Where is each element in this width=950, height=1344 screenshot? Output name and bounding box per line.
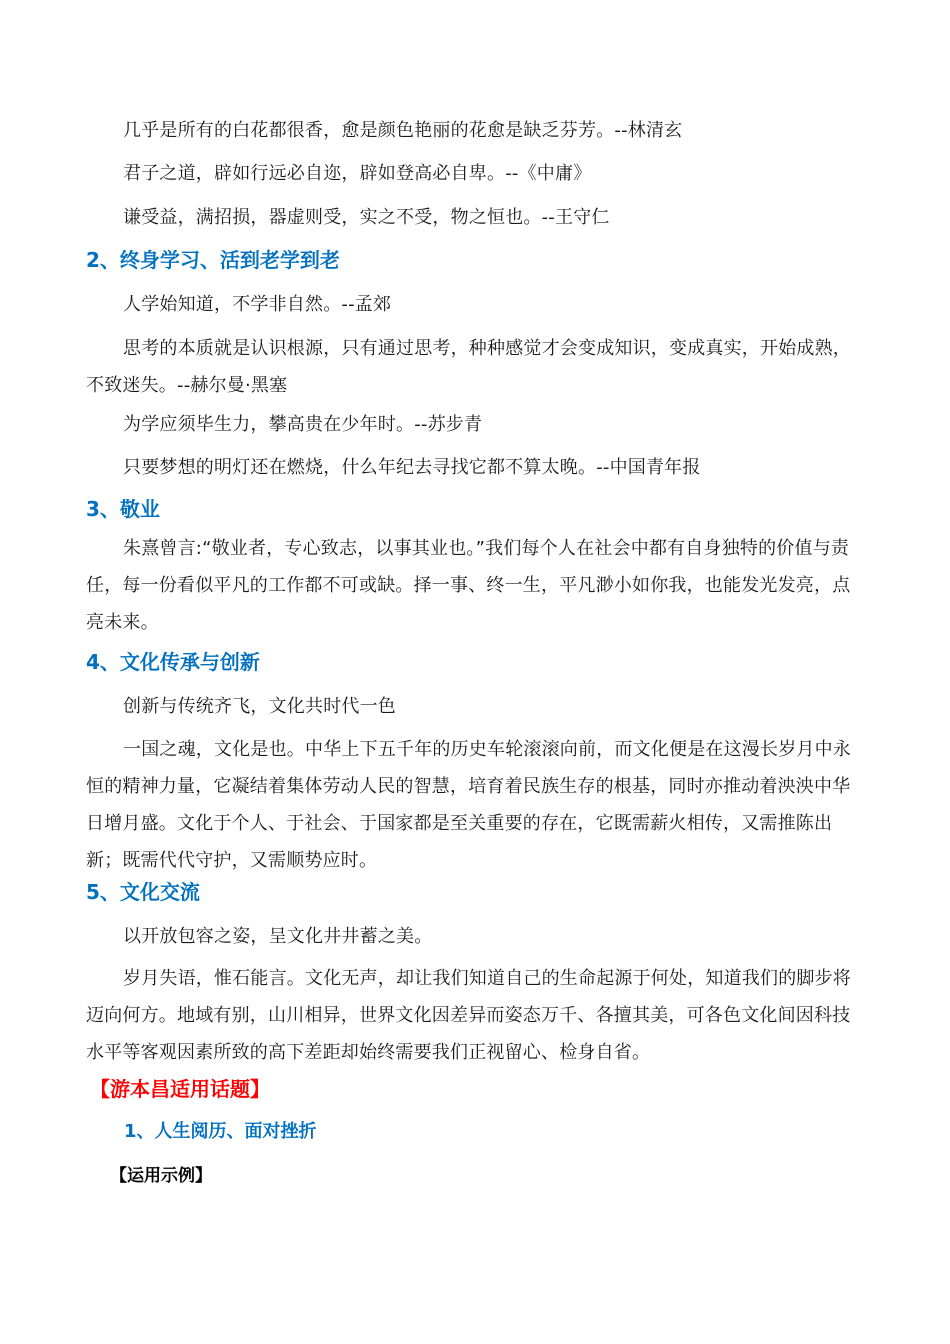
body-paragraph: 一国之魂，文化是也。中华上下五千年的历史车轮滚滚向前，而文化便是在这漫长岁月中永恒的精神力量，它凝结着集体劳动人民的智慧，培育着民族生存的根基，同时亦推动着泱泱中华日增月盛。文化于个人、于社会、于国家都是至关重要的存在，它既需薪火相传，又需推陈出新；既需代代守护，又需顺势应时。 [86, 739, 851, 871]
quote-paragraph: 君子之道，辟如行远必自迩，辟如登高必自卑。--《中庸》 [123, 163, 592, 184]
quote-paragraph: 只要梦想的明灯还在燃烧，什么年纪去寻找它都不算太晚。--中国青年报 [123, 457, 701, 478]
example-label: 【运用示例】 [110, 1166, 212, 1186]
body-paragraph: 岁月失语，惟石能言。文化无声，却让我们知道自己的生命起源于何处，知道我们的脚步将迈向何方。地域有别，山川相异，世界文化因差异而姿态万千、各擅其美，可各色文化间因科技水平等客观因素所致的高下差距却始终需要我们正视留心、检身自省。 [86, 968, 851, 1063]
section-heading-culture-exchange: 5、文化交流 [86, 880, 200, 904]
quote-paragraph: 谦受益，满招损，器虚则受，实之不受，物之恒也。--王守仁 [123, 207, 610, 228]
quote-paragraph: 思考的本质就是认识根源，只有通过思考，种种感觉才会变成知识，变成真实，开始成熟，不致迷失。--赫尔曼·黑塞 [86, 338, 851, 396]
body-paragraph: 以开放包容之姿，呈文化井井蓄之美。 [123, 926, 433, 947]
topic-subheading: 1、人生阅历、面对挫折 [124, 1121, 317, 1142]
section-heading-lifelong-learning: 2、终身学习、活到老学到老 [86, 248, 340, 272]
quote-paragraph: 几乎是所有的白花都很香，愈是颜色艳丽的花愈是缺乏芬芳。--林清玄 [123, 120, 683, 141]
topic-title: 【游本昌适用话题】 [90, 1077, 270, 1101]
quote-paragraph: 为学应须毕生力，攀高贵在少年时。--苏步青 [123, 414, 483, 435]
section-heading-culture-inheritance: 4、文化传承与创新 [86, 650, 260, 674]
quote-paragraph: 人学始知道，不学非自然。--孟郊 [123, 294, 392, 315]
body-paragraph: 创新与传统齐飞，文化共时代一色 [123, 696, 396, 717]
section-heading-dedication: 3、敬业 [86, 497, 160, 521]
body-paragraph: 朱熹曾言:“敬业者，专心致志，以事其业也。”我们每个人在社会中都有自身独特的价值与责任，每一份看似平凡的工作都不可或缺。择一事、终一生，平凡渺小如你我，也能发光发亮，点亮未来。 [86, 538, 851, 633]
